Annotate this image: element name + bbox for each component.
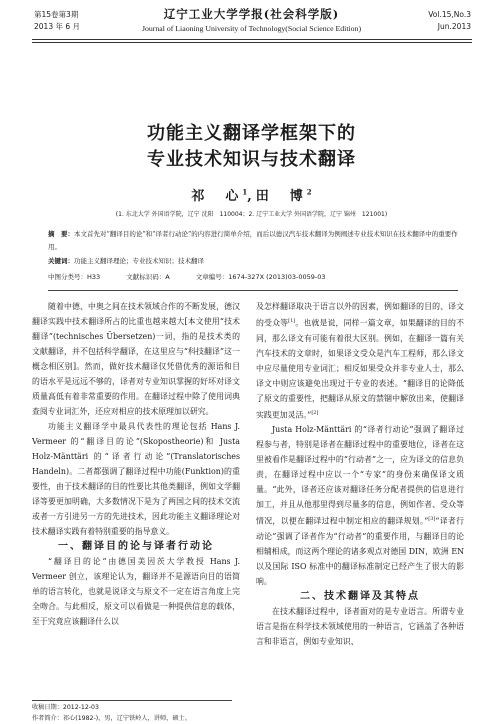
clc-number: 中图分类号：H33 <box>48 273 101 281</box>
citation-2: [2] <box>311 409 319 416</box>
author-separator: , <box>247 189 256 204</box>
header-volume-en: Vol.15,No.3 <box>428 10 471 19</box>
author-bio: 作者简介：祁心(1982-)，男，辽宁铁岭人，讲师，硕士。 <box>32 715 191 722</box>
paragraph-text: 。也就是说，同样一篇文章，如果翻译的目的不同，那么译文有可能有着很大区别。例如，在翻译一篇有关汽车技术的文章时，如果译文受众是汽车工程师，那么译文中应尽量使用专业词汇；相反如果受众并非专业人士，那么译文中则应该避免出现过于专业的表述。“翻译目的论降低了原文的重要性，把翻译从原文的禁锢中解放出来，使翻译实践更加灵活。” <box>256 318 464 420</box>
abstract-text: 本文首先对“翻译目的论”和“译者行动论”的内容进行简单介绍，而后以德汉汽车技术翻译为例阐述专业技术知识在技术翻译中的重要作用。 <box>48 230 458 251</box>
author-1-mark: 1 <box>242 187 248 197</box>
keywords <box>48 256 204 265</box>
paragraph: “翻译目的论”由德国美因茨大学教授 Hans J. Vermeer 创立，该理论认为，翻译并不是源语向目的语简单的语言转化，也就是说译文与原文不一定在语言角度上完全吻合。与此相反，原文可以看做是一种提供信息的载体，至于究竟应该翻译什么以 <box>32 557 240 626</box>
classification-line <box>48 272 349 281</box>
article-authors <box>0 185 503 204</box>
footnote-rule <box>32 700 232 701</box>
citation-1: [1] <box>288 318 296 324</box>
received-date: 收稿日期：2012-12-03 <box>32 704 99 711</box>
paragraph: 功能主义翻译学中最具代表性的理论包括 Hans J. Vermeer 的“翻译目的论”(Skopostheorie)和 Justa Holz-Mänttäri 的“译者行动论”(Translatorisches Handeln)。二者都强调了翻译过程中功能(Funktion)的重要性，由于技术翻译的目的性要比其他类翻译，例如文学翻译等要更加明确，大多数情况下是为了两国之间的技术交流或者一方引进另一方的先进技术，因此功能主义翻译理论对技术翻译实践有着特别重要的指导意义。 <box>32 422 240 536</box>
paragraph <box>256 299 464 422</box>
header-date: 2013 年 6 月 <box>34 22 81 31</box>
article-number: 文章编号：1674-327X (2013)03-0059-03 <box>195 273 326 281</box>
paragraph: 在技术翻译过程中，译者面对的是专业语言。所谓专业语言是指在科学技术领域使用的一种语言，它涵盖了各种语言和非语言，例如专业知识、 <box>256 606 464 646</box>
section-heading-2: 二、技术翻译及其特点 <box>300 590 420 602</box>
body-column-left <box>32 299 240 629</box>
author-2-mark: 2 <box>306 187 312 197</box>
document-code: 文献标识码：A <box>126 273 170 281</box>
article-title-line2: 专业技术知识与技术翻译 <box>147 149 356 170</box>
header-volume: 第15卷第3期 <box>34 10 79 19</box>
abstract-divider <box>48 290 458 291</box>
author-1: 祁 心 <box>191 189 243 204</box>
author-2: 田 博 <box>255 189 307 204</box>
keywords-label: 关键词： <box>48 257 74 265</box>
author-affiliation: (1. 东北大学 外国语学院，辽宁 沈阳 110004；2. 辽宁工业大学 外国语学院，辽宁 锦州 121001) <box>115 211 388 218</box>
footnote <box>32 702 191 724</box>
paragraph <box>256 422 464 589</box>
header-rule-thick <box>32 39 472 40</box>
section-heading-1: 一、翻译目的论与译者行动论 <box>58 541 214 552</box>
journal-title-en: Journal of Liaoning University of Technology(Social Science Edition) <box>141 24 362 33</box>
journal-title-cn: 辽宁工业大学学报(社会科学版) <box>163 7 340 21</box>
header-rule-thin <box>32 42 472 43</box>
paragraph-text: 及怎样翻译取决于语言以外的因素，例如翻译的目的、译文的受众等 <box>256 302 464 328</box>
body-column-right <box>256 299 464 649</box>
paragraph-text: Justa Holz-Mänttäri 的“译者行动论”强调了翻译过程参与者，特别是译者在翻译过程中的重要地位，译者在这里被看作是翻译过程中的“行动者”之一，应为译文的信息负责，在翻译过程中应以一个“专家”的身份来确保译文质量。“此外，译者还应该对翻译任务分配者提供的信息进行加工，并且从他那里得到尽量多的信息，例如作者、受众等情况，以便在翻译过程中制定相应的翻译规划。” <box>256 425 464 526</box>
paragraph: 随着中德、中奥之间在技术领域合作的不断发展，德汉翻译实践中技术翻译所占的比重也越来越大[本文使用“技术翻译”(technisches Übersetzen)一词，指的是技术类的文献翻译，并不包括科学翻译，在这里应与“科技翻译”这一概念相区别]。然而，做好技术翻译仅凭借优秀的源语和目的语水平是远远不够的，译者对专业知识掌握的好坏对译文质量高低有着非常重要的作用。在翻译过程中除了使用词典查阅专业词汇外，还应对相应的技术原理加以研究。 <box>32 302 240 416</box>
abstract-label: 摘 要： <box>48 230 74 238</box>
header-date-en: Jun.2013 <box>437 22 471 31</box>
header-volume-en-block <box>428 9 471 33</box>
citation-3: [3] <box>428 516 436 523</box>
article-title-line1: 功能主义翻译学框架下的 <box>147 123 356 144</box>
paragraph-text: “译者行动论”强调了译者作为“行动者”的重要作用，与翻译目的论相辅相成，而这两个理论的诸多观点对德国 DIN，欧洲 EN 以及国际 ISO 标准中的翻译标准制定已经产生了很大的影响。 <box>256 516 464 586</box>
abstract <box>48 228 458 254</box>
keywords-text: 功能主义翻译理论；专业技术知识；技术翻译 <box>74 257 204 265</box>
